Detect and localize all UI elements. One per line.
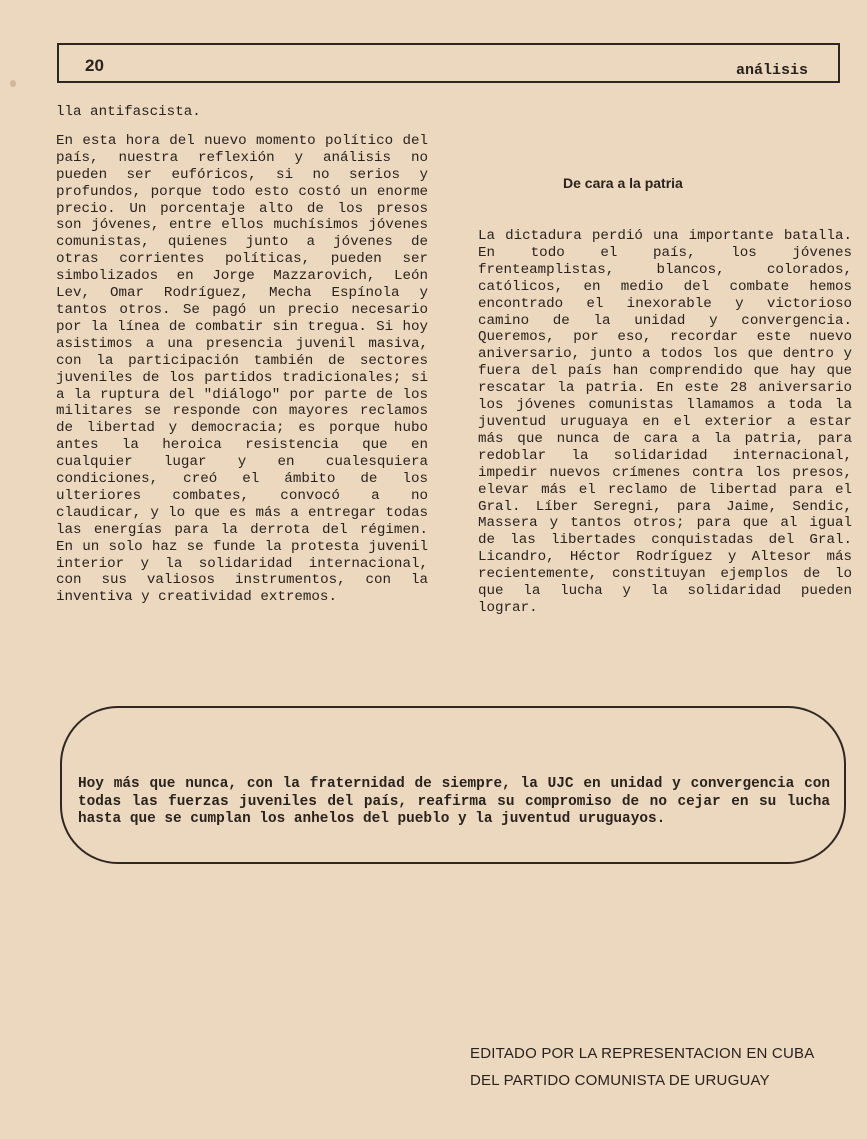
page-header bbox=[57, 43, 840, 83]
footer-line-2: DEL PARTIDO COMUNISTA DE URUGUAY bbox=[470, 1072, 770, 1089]
left-column bbox=[56, 104, 428, 606]
closing-statement-text: Hoy más que nunca, con la fraternidad de siempre, la UJC en unidad y convergencia con todas las fuerzas juveniles del país, reafirma su compromiso de no cejar en su lucha hasta que se cumplan los anhelos del pueblo y la juventud uruguayos. bbox=[78, 776, 830, 827]
closing-statement-box bbox=[60, 706, 846, 864]
page-number: 20 bbox=[85, 56, 104, 75]
section-label: análisis bbox=[735, 62, 808, 79]
right-column bbox=[478, 228, 852, 617]
left-paragraph-1: lla antifascista. bbox=[56, 104, 201, 120]
left-paragraph-2: En esta hora del nuevo momento político del país, nuestra reflexión y análisis no pueden ser eufóricos, si no serios y profundos, porque todo esto costó un enorme precio. Un porcentaje alto de los presos son jóvenes, entre ellos muchísimos jóvenes comunistas, quienes junto a jóvenes de otras corrientes políticas, pueden ser simbolizados en Jorge Mazzarovich, León Lev, Omar Rodríguez, Mecha Espínola y tantos otros. Se pagó un precio necesario por la línea de combatir sin tregua. Si hoy asistimos a una presencia juvenil masiva, con la participación también de sectores juveniles de los partidos tradicionales; si a la ruptura del "diálogo" por parte de los militares se responde con mayores reclamos de libertad y democracia; es porque hubo antes la heroica resistencia que en cualquier lugar y en cualesquiera condiciones, creó el ámbito de los ulteriores combates, convocó a no claudicar, y lo que es más a entregar todas las energías para la derrota del régimen. En un solo haz se funde la protesta juvenil interior y la solidaridad internacional, con sus valiosos instrumentos, con la inventiva y creatividad extremos. bbox=[56, 132, 428, 606]
ink-spot bbox=[10, 80, 16, 87]
footer-line-1: EDITADO POR LA REPRESENTACION EN CUBA bbox=[470, 1045, 815, 1062]
right-paragraph: La dictadura perdió una importante batalla. En todo el país, los jóvenes frenteamplistas, blancos, colorados, católicos, en medio del combate hemos encontrado el inexorable y victorioso camino de la unidad y convergencia. Queremos, por eso, recordar este nuevo aniversario, junto a todos los que dentro y fuera del país han comprendido que hay que rescatar la patria. En este 28 aniversario los jóvenes comunistas llamamos a toda la juventud uruguaya en el exterior a estar más que nunca de cara a la patria, para redoblar la solidaridad internacional, impedir nuevos crímenes contra los presos, elevar más el reclamo de libertad para el Gral. Líber Seregni, para Jaime, Sendic, Massera y tantos otros; para que al igual de las libertades conquistadas del Gral. Licandro, Héctor Rodríguez y Altesor más recientemente, constituyan ejemplos de lo que la lucha y la solidaridad pueden lograr. bbox=[478, 228, 852, 616]
right-column-heading: De cara a la patria bbox=[563, 175, 683, 191]
